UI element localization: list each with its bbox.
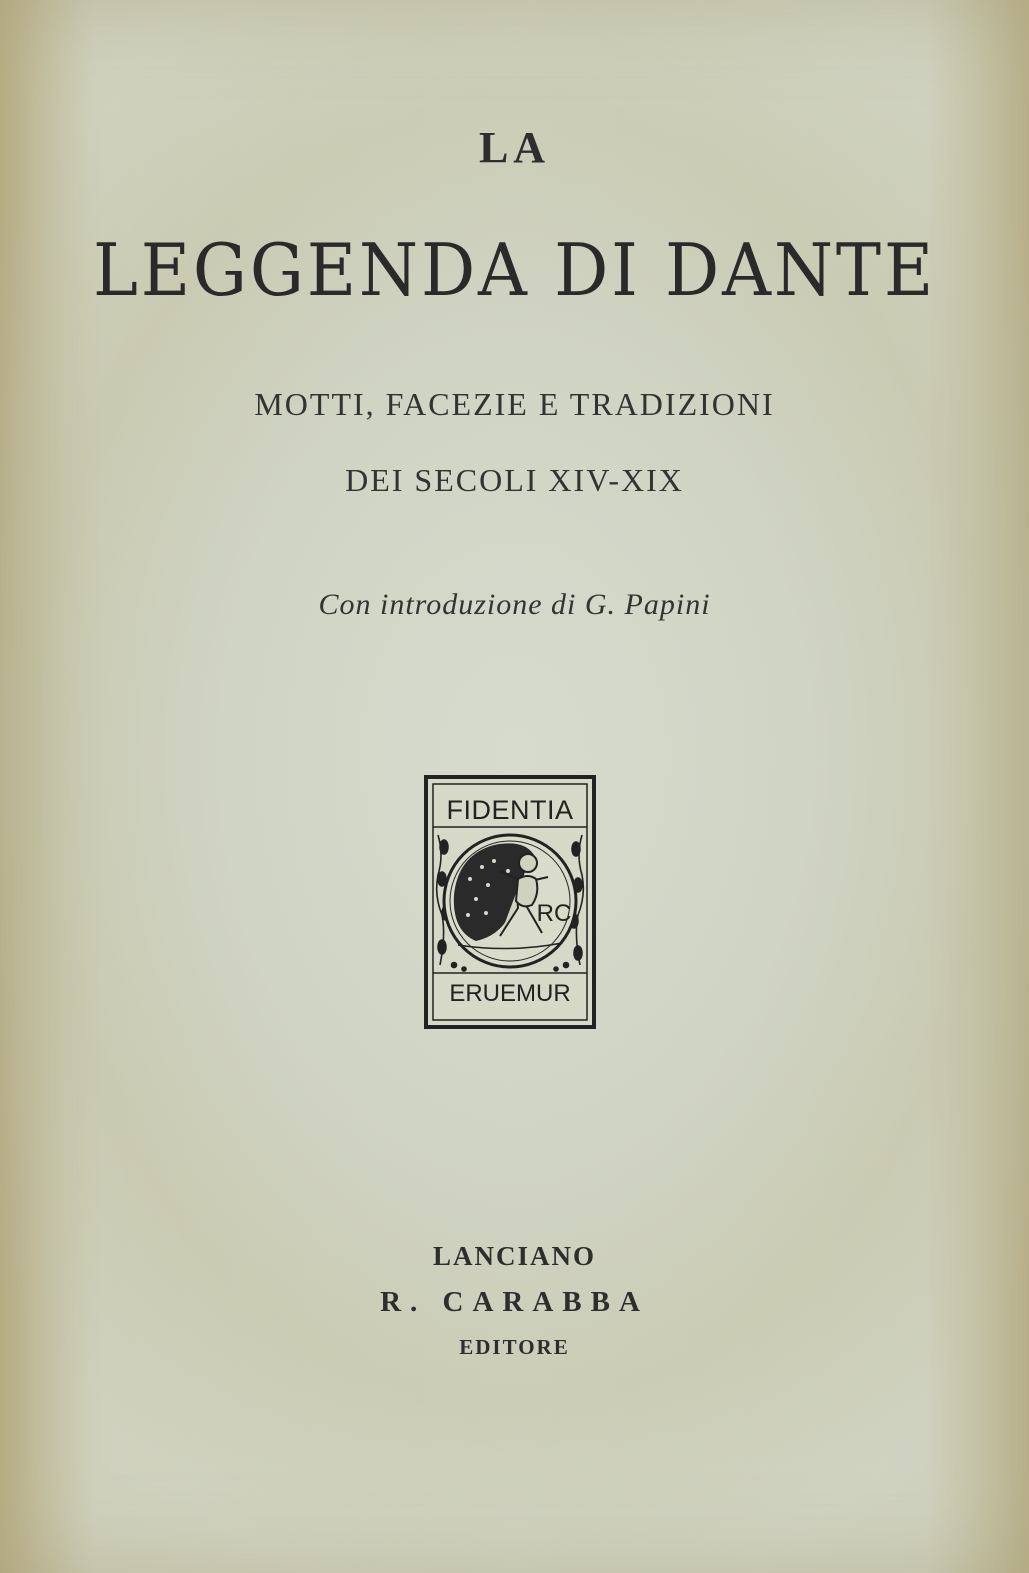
introduction-credit: Con introduzione di G. Papini: [318, 588, 711, 621]
printer-mark-emblem: [424, 775, 596, 1029]
imprint-publisher: R. CARABBA: [380, 1286, 649, 1318]
imprint-role: EDITORE: [459, 1335, 570, 1359]
subtitle-line-2: DEI SECOLI XIV-XIX: [345, 462, 684, 498]
book-title: LEGGENDA DI DANTE: [92, 228, 937, 312]
imprint-city: LANCIANO: [432, 1241, 596, 1271]
emblem-top-motto: FIDENTIA: [446, 795, 574, 825]
title-article: LA: [478, 123, 551, 172]
emblem-bottom-motto: ERUEMUR: [449, 980, 571, 1007]
subtitle-line-1: MOTTI, FACEZIE E TRADIZIONI: [254, 386, 775, 422]
emblem-monogram: RC: [536, 900, 572, 927]
